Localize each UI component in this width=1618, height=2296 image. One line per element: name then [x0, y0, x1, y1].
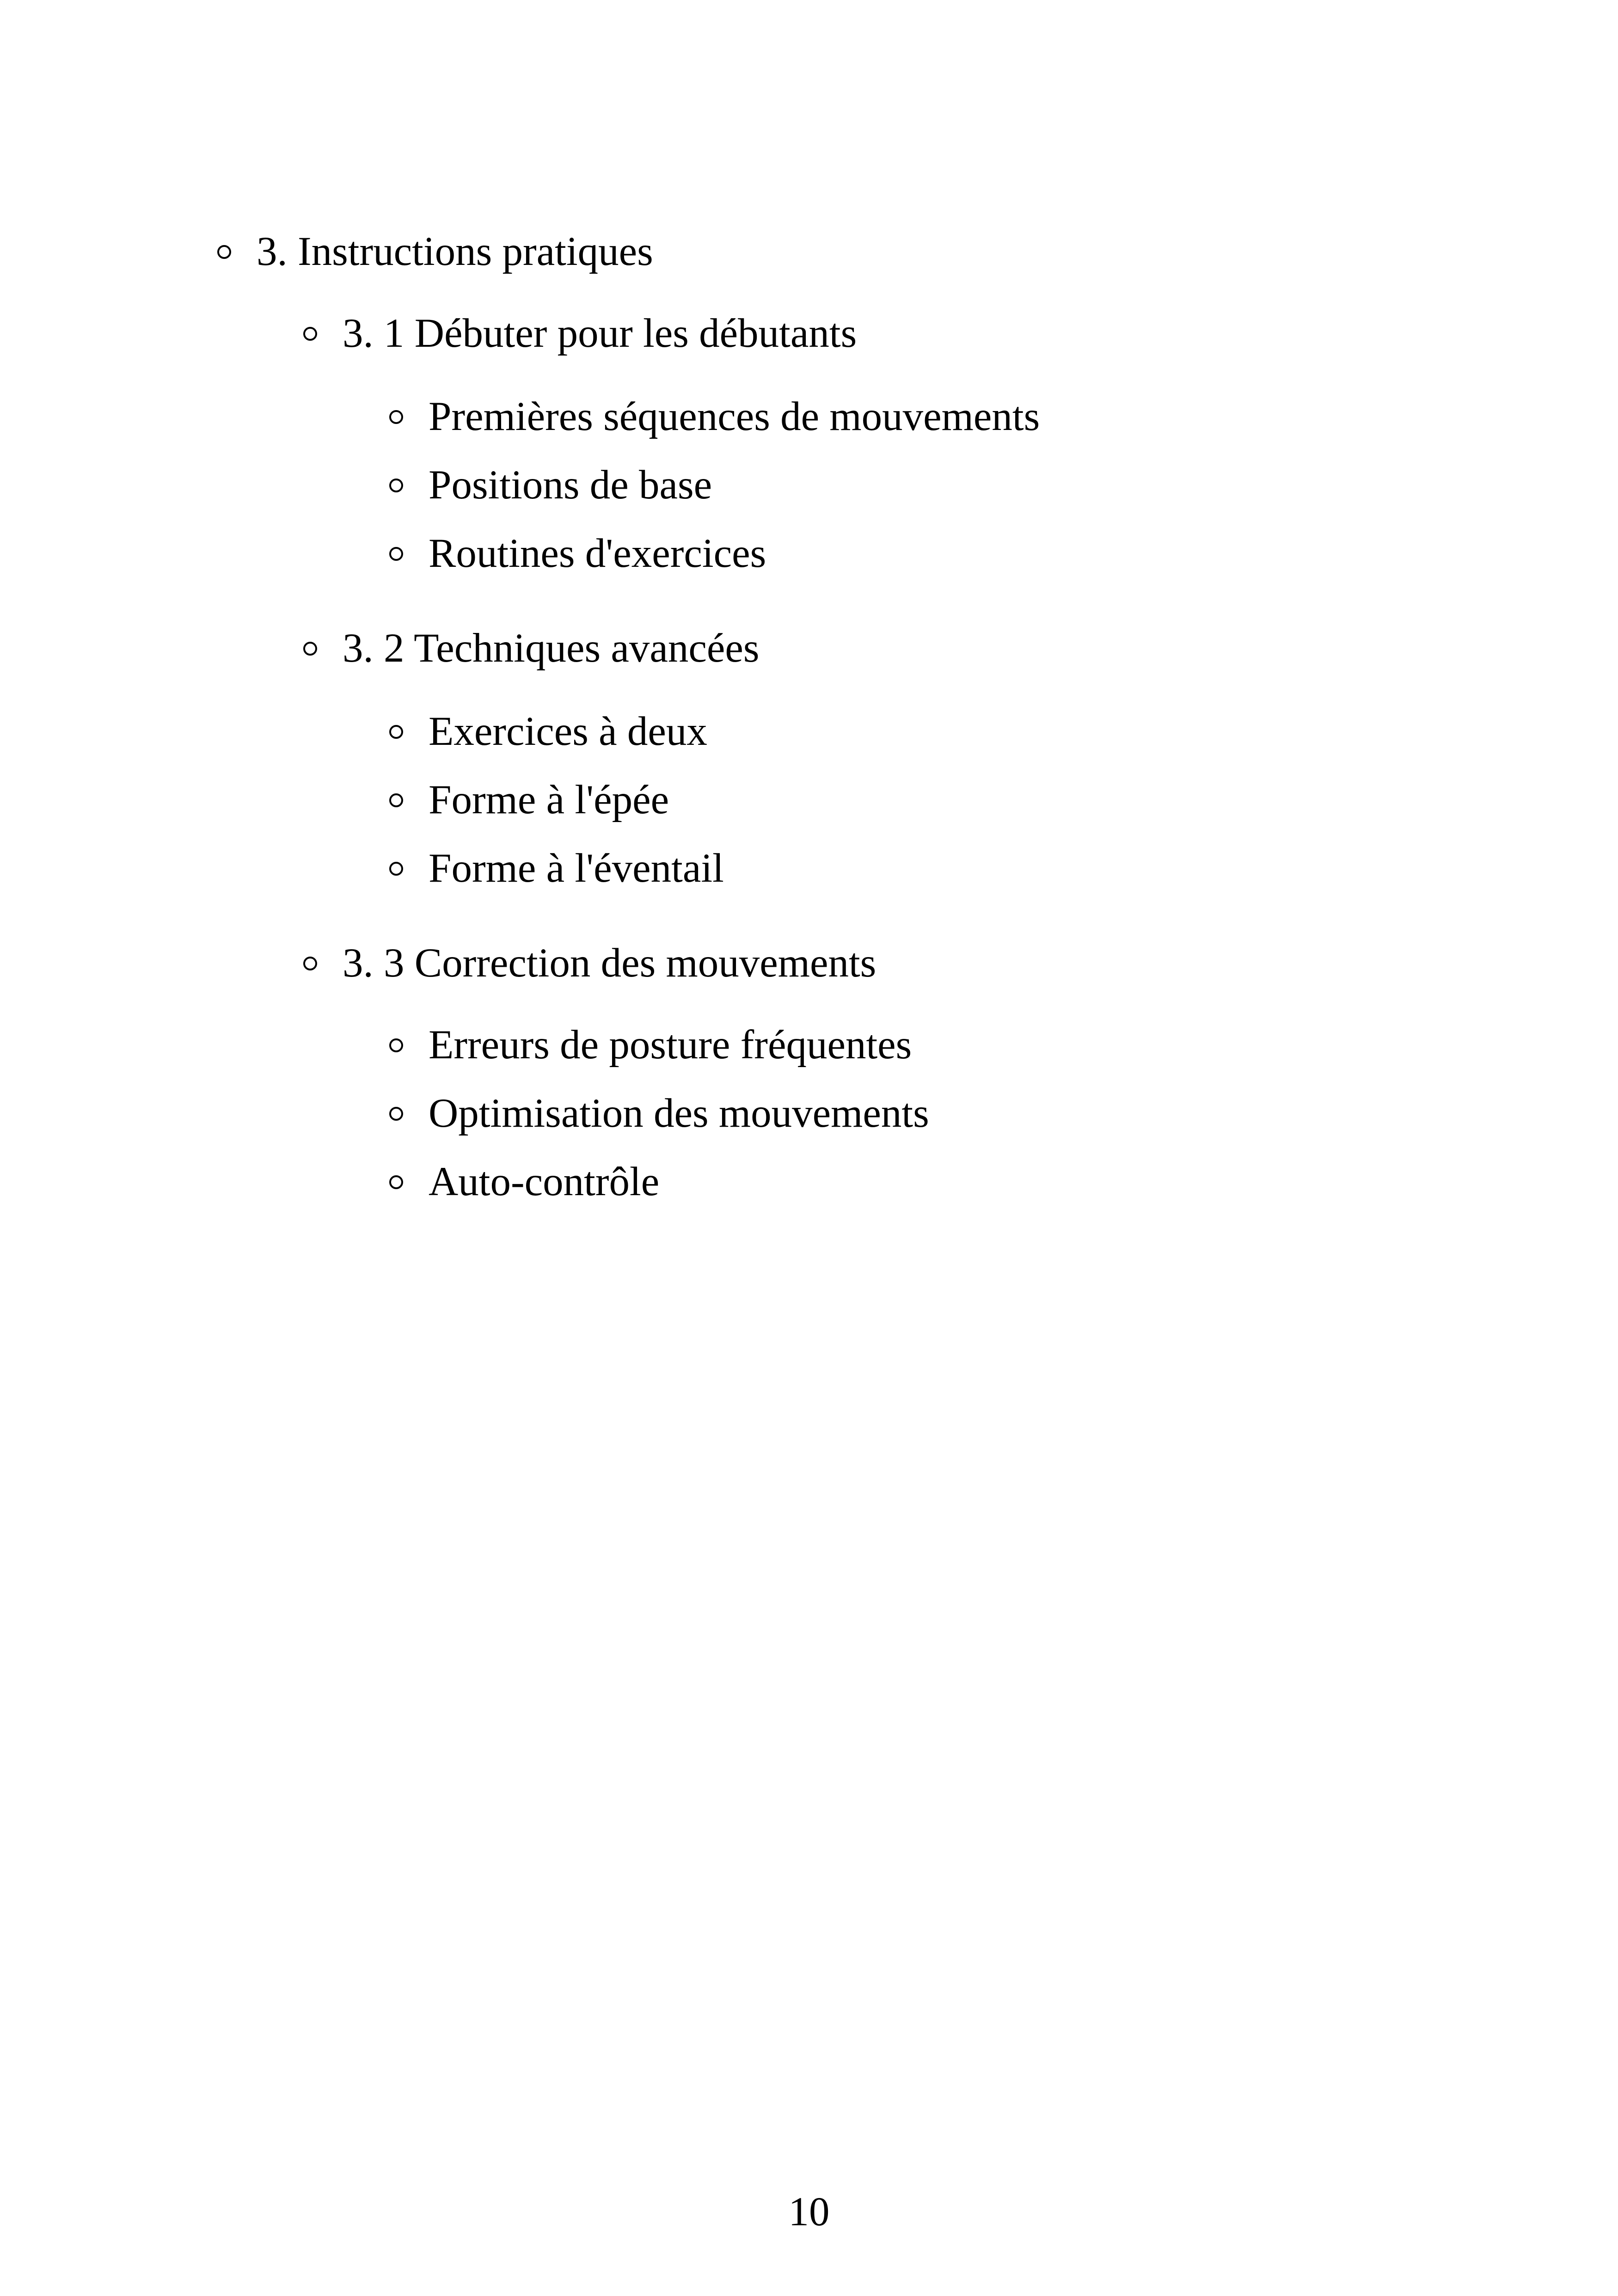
outline-heading-text: 3. Instructions pratiques — [257, 229, 653, 274]
hollow-circle-bullet-icon — [303, 957, 317, 970]
list-item-text: Forme à l'éventail — [429, 846, 724, 891]
list-item-text: Routines d'exercices — [429, 531, 766, 576]
section-title-text: 3. 2 Techniques avancées — [343, 626, 760, 671]
list-item-text: Exercices à deux — [429, 709, 707, 754]
hollow-circle-bullet-icon — [389, 1175, 403, 1189]
list-item — [389, 1022, 912, 1068]
list-item — [389, 1161, 659, 1203]
hollow-circle-bullet-icon — [389, 862, 403, 876]
list-item-text: Forme à l'épée — [429, 777, 669, 823]
hollow-circle-bullet-icon — [389, 547, 403, 561]
list-item — [389, 396, 1040, 437]
section-title-text: 3. 1 Débuter pour les débutants — [343, 311, 857, 356]
hollow-circle-bullet-icon — [303, 642, 317, 656]
list-item — [389, 711, 707, 752]
hollow-circle-bullet-icon — [389, 479, 403, 492]
list-item-text: Auto-contrôle — [429, 1159, 660, 1204]
outline-heading — [217, 231, 653, 272]
list-item — [389, 848, 724, 889]
hollow-circle-bullet-icon — [389, 793, 403, 807]
hollow-circle-bullet-icon — [303, 327, 317, 341]
hollow-circle-bullet-icon — [389, 725, 403, 739]
list-item-text: Optimisation des mouvements — [429, 1091, 929, 1136]
list-item — [389, 777, 669, 823]
list-item — [389, 462, 712, 508]
list-item-text: Positions de base — [429, 462, 712, 508]
hollow-circle-bullet-icon — [389, 410, 403, 424]
section-title — [303, 628, 760, 669]
hollow-circle-bullet-icon — [389, 1107, 403, 1121]
hollow-circle-bullet-icon — [217, 245, 231, 259]
list-item-text: Erreurs de posture fréquentes — [429, 1022, 912, 1068]
list-item — [389, 533, 766, 574]
page-number: 10 — [788, 2189, 830, 2235]
list-item — [389, 1093, 929, 1134]
list-item-text: Premières séquences de mouvements — [429, 394, 1040, 439]
hollow-circle-bullet-icon — [389, 1038, 403, 1052]
section-title-text: 3. 3 Correction des mouvements — [343, 940, 876, 986]
section-title — [303, 313, 857, 354]
section-title — [303, 940, 876, 986]
